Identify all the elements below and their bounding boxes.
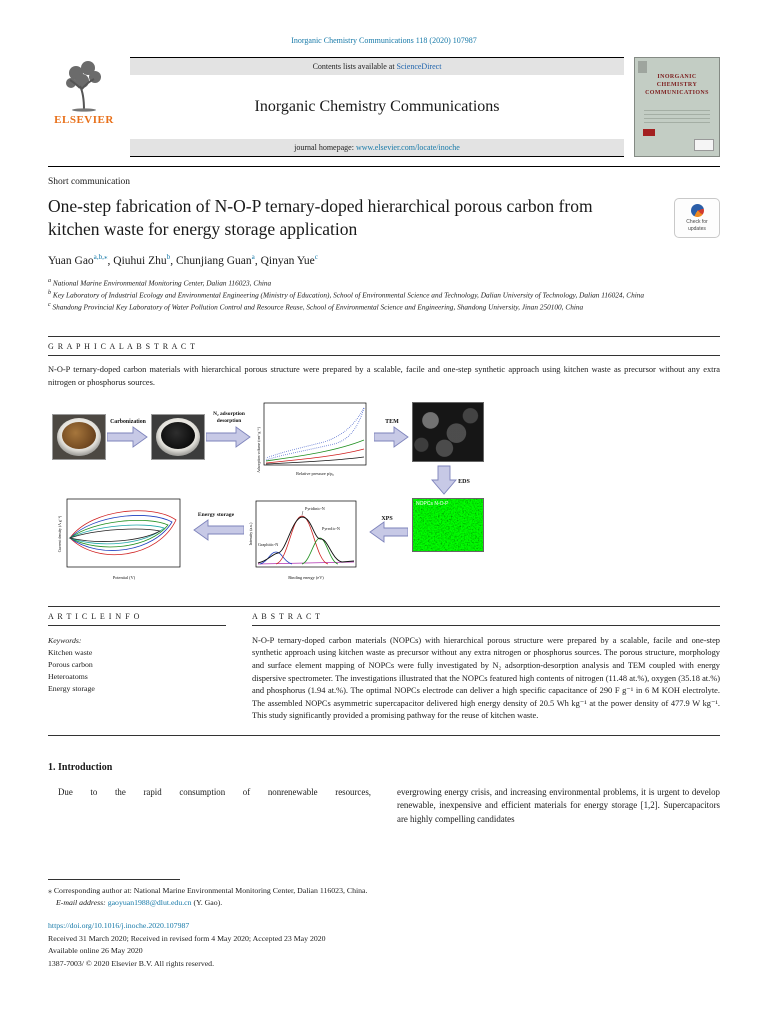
author: Yuan Gao$^{a,b,⁎}$,	[48, 253, 114, 268]
affiliation: $^a$ National Marine Environmental Monitoring Center, Dalian 116023, China	[48, 278, 272, 288]
masthead-divider	[48, 166, 720, 167]
carbonization-arrow-icon	[107, 415, 149, 453]
xps-peak3-label: Graphitic-N	[258, 541, 279, 547]
kitchen-waste-photo	[52, 414, 106, 460]
tem-label: TEM	[385, 418, 399, 425]
affiliation-list	[48, 277, 720, 312]
adsorption-arrow-icon	[206, 407, 252, 453]
author: Chunjiang Guan$^a$,	[175, 253, 261, 268]
xps-peak2-label: Pyrrolic-N	[322, 525, 340, 531]
title-row	[48, 195, 720, 241]
footer-block	[48, 920, 720, 970]
crossmark-icon	[691, 204, 704, 217]
bowl	[57, 418, 101, 456]
check-badge-line2: updates	[688, 225, 706, 232]
xps-peak1-label: Pyridinic-N	[305, 505, 325, 511]
eds-label: EDS	[458, 478, 470, 485]
cover-red-block	[643, 129, 655, 136]
sciencedirect-link[interactable]: ScienceDirect	[396, 62, 442, 71]
check-badge-line1: Check for	[686, 219, 708, 226]
graphical-abstract-figure	[52, 400, 488, 592]
contents-prefix: Contents lists available at	[312, 62, 395, 71]
eds-arrow-icon	[430, 464, 476, 496]
adsorption-label-1: N₂ adsorption	[213, 410, 245, 417]
corresponding-author-note: ⁎ Corresponding author at: National Marine Environmental Monitoring Center, Dalian 116023, China.	[48, 885, 368, 895]
abstract-column	[252, 607, 720, 723]
introduction-columns	[48, 786, 720, 826]
introduction-heading: 1. Introduction	[48, 761, 113, 773]
check-for-updates-badge[interactable]	[674, 198, 720, 238]
keywords-label: Keywords:	[48, 635, 82, 645]
energy-storage-arrow-icon	[188, 508, 244, 542]
author-affil-sup[interactable]: c	[314, 253, 318, 262]
eds-mapping-image	[412, 498, 484, 552]
introduction-section	[48, 762, 720, 826]
tem-image	[412, 402, 484, 462]
carbon-powder-photo	[151, 414, 205, 460]
homepage-prefix: journal homepage:	[294, 143, 354, 152]
journal-title: Inorganic Chemistry Communications	[130, 75, 624, 139]
keyword: Heteroatoms	[48, 671, 88, 681]
elsevier-tree-icon	[62, 57, 106, 113]
food-waste	[62, 422, 96, 449]
email-line	[48, 897, 720, 909]
author-affil-sup[interactable]: a,b,⁎	[93, 253, 108, 262]
homepage-line	[130, 139, 624, 156]
energy-storage-label: Energy storage	[197, 511, 235, 518]
eds-overlay-label: NOPCs N-O-P	[416, 500, 449, 507]
cv-ylabel: Current density (A g⁻¹)	[58, 515, 62, 552]
section-rule	[48, 355, 720, 356]
bowl	[156, 418, 200, 456]
keywords-block	[48, 635, 226, 695]
xps-xlabel: Binding energy (eV)	[288, 574, 324, 580]
keyword: Porous carbon	[48, 659, 93, 669]
author: Qiuhui Zhu$^b$,	[113, 253, 176, 268]
adsorption-label-2: desorption	[216, 417, 242, 424]
abstract-text: N-O-P ternary-doped carbon materials (NOPCs) with hierarchical porous structure were prepared by a scalable, facile and one-step synthetic approach using kitchen waste as precursor without any extra nitrogen or phosphorus sources. The porous structure, morphology and surface element mapping of NOPCs were fully investigated by N₂ adsorption-desorption analysis and TEM coupled with energy dispersive spectrometer. The investigations illustrated that the NOPCs featured high contents of nitrogen (11.48 at.%), oxygen (35.18 at.%) and phosphorus (1.94 at.%). The optimal NOPCs electrode can deliver a high specific capacitance of 290 F g⁻¹ in 6 M KOH electrolyte. The assembled NOPCs asymmetric supercapacitor delivered high energy density of 20.5 Wh kg⁻¹ at the power density of 477.9 W kg⁻¹. This study significantly provided a promising pathway for the reuse of kitchen waste.	[252, 635, 720, 721]
masthead	[48, 57, 720, 157]
author-affil-sup[interactable]: a	[251, 253, 255, 262]
available-online: Available online 26 May 2020	[48, 946, 143, 956]
isotherm-plot	[254, 400, 372, 480]
footnote-rule	[48, 879, 180, 880]
journal-banner	[130, 57, 624, 157]
page-title: One-step fabrication of N-O-P ternary-doped hierarchical porous carbon from kitchen waste for energy storage application	[48, 196, 593, 239]
abstract-heading: A B S T R A C T	[252, 607, 720, 626]
cv-xlabel: Potential (V)	[112, 574, 136, 580]
affiliation: $^b$ Key Laboratory of Industrial Ecology and Environmental Engineering (Ministry of Education), School of Environmental Science and Technology, Dalian University of Technology, Dalian 116024, China	[48, 290, 645, 300]
journal-cover-thumbnail[interactable]	[634, 57, 720, 157]
author: Qinyan Yue$^c$	[260, 253, 318, 268]
introduction-column-left: Due to the rapid consumption of nonrenewable resources,	[58, 786, 371, 797]
received-dates: Received 31 March 2020; Received in revised form 4 May 2020; Accepted 23 May 2020	[48, 933, 326, 943]
cv-plot	[54, 496, 186, 586]
keyword: Energy storage	[48, 684, 95, 694]
graphical-abstract-section	[48, 336, 720, 591]
email-label: E-mail address:	[56, 898, 106, 908]
contents-line	[130, 58, 624, 75]
keyword: Kitchen waste	[48, 647, 93, 657]
elsevier-logo[interactable]	[48, 57, 120, 157]
graphical-abstract-text: N-O-P ternary-doped carbon materials with hierarchical porous structure were prepared by a scalable, facile and one-step synthetic approach using kitchen waste as precursor without any extra nitrogen or phosphorus sources.	[48, 365, 720, 388]
cover-text-lines	[644, 110, 710, 124]
journal-citation: Inorganic Chemistry Communications 118 (2020) 107987	[291, 36, 477, 45]
author-list	[48, 253, 720, 268]
xps-arrow-icon	[366, 512, 408, 544]
article-info-column	[48, 607, 226, 723]
doi-link[interactable]: https://doi.org/10.1016/j.inoche.2020.107987	[48, 921, 190, 931]
carbonization-label: Carbonization	[110, 418, 146, 425]
elsevier-wordmark: ELSEVIER	[54, 114, 114, 126]
cover-logo-mark	[638, 61, 647, 73]
author-affil-sup[interactable]: b	[166, 253, 171, 262]
cover-title: INORGANIC CHEMISTRY COMMUNICATIONS	[645, 74, 709, 97]
info-abstract-section	[48, 607, 720, 723]
xps-ylabel: Intensity (a.u.)	[249, 522, 253, 546]
carbon-powder	[161, 422, 195, 449]
graphical-abstract-heading: G R A P H I C A L A B S T R A C T	[48, 342, 197, 352]
article-info-heading: A R T I C L E I N F O	[48, 607, 226, 626]
cover-barcode	[694, 139, 714, 151]
affiliation: $^c$ Shandong Provincial Key Laboratory of Water Pollution Control and Resource Reuse, School of Environmental Science and Engineering, Shandong University, Jinan 250100, China	[48, 301, 584, 312]
page-bottom-block	[48, 879, 720, 970]
xps-plot	[246, 498, 364, 586]
isotherm-xlabel: Relative pressure p/p₀	[296, 470, 334, 476]
check-badge-text	[686, 219, 707, 232]
isotherm-ylabel: Adsorption volume (cm³ g⁻¹)	[257, 426, 261, 473]
email-suffix: (Y. Gao).	[193, 898, 223, 908]
email-link[interactable]: gaoyuan1988@dlut.edu.cn	[107, 898, 192, 908]
tem-arrow-icon	[374, 415, 410, 453]
article-type-label: Short communication	[48, 177, 131, 187]
issn-copyright: 1387-7003/ © 2020 Elsevier B.V. All rights reserved.	[48, 958, 215, 968]
section-rule	[48, 735, 720, 736]
xps-label: XPS	[381, 515, 393, 522]
introduction-column-right: evergrowing energy crisis, and increasing environmental problems, it is urgent to develop renewable, inexpensive and efficient materials for energy storage [1,2]. Supercapacitors are highly compelling candidates	[397, 786, 720, 824]
journal-homepage-link[interactable]: www.elsevier.com/locate/inoche	[355, 143, 460, 152]
